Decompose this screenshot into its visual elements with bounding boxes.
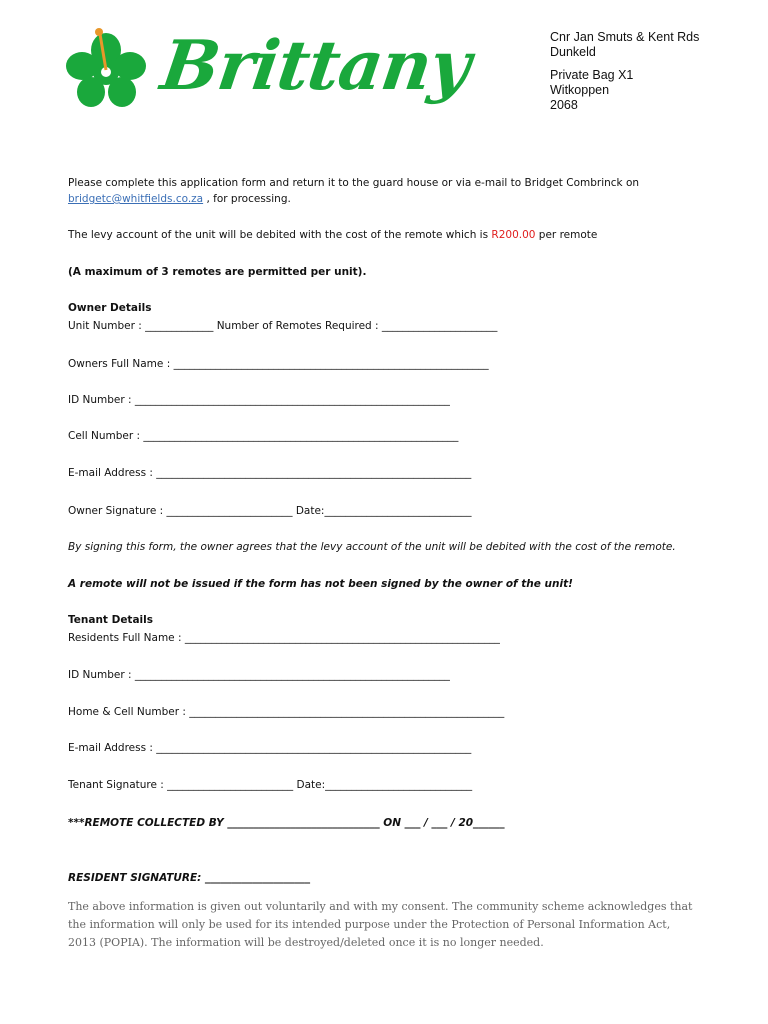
popia-notice: The above information is given out voluntarily and with my consent. The community scheme acknowledges that the information will only be used for its intended purpose under the Protection of Personal Information Act, 2013 (POPIA). The information will be destroyed/deleted once it is no longer needed. — [68, 900, 693, 949]
owner-signature-field[interactable]: Owner Signature : ________________________ Date:____________________________ — [68, 505, 472, 517]
address-line: Witkoppen — [550, 83, 610, 97]
tenant-details-heading: Tenant Details — [68, 614, 153, 626]
address-line: Cnr Jan Smuts & Kent Rds — [550, 30, 700, 44]
tenant-name-field[interactable]: Residents Full Name : ____________________________________________________________ — [68, 632, 500, 644]
tenant-email-field[interactable]: E-mail Address : ____________________________________________________________ — [68, 742, 472, 754]
tenant-signature-field[interactable]: Tenant Signature : ________________________ Date:____________________________ — [68, 779, 473, 791]
remote-collected-field[interactable]: ***REMOTE COLLECTED BY _____________________________ ON ___ / ___ / 20______ — [68, 817, 505, 829]
owner-email-field[interactable]: E-mail Address : ____________________________________________________________ — [68, 467, 472, 479]
hibiscus-flower-icon — [66, 26, 146, 116]
remote-price: R200.00 — [491, 229, 536, 241]
brittany-logo — [66, 24, 475, 116]
tenant-phone-field[interactable]: Home & Cell Number : ____________________________________________________________ — [68, 706, 505, 718]
max-remotes-note: (A maximum of 3 remotes are permitted per unit). — [68, 266, 367, 278]
address-block — [550, 30, 699, 113]
owner-name-field[interactable]: Owners Full Name : ____________________________________________________________ — [68, 358, 489, 370]
brand-wordmark: Brittany — [156, 26, 475, 106]
intro-text: Please complete this application form and return it to the guard house or via e-mail to Bridget Combrinck on — [68, 177, 640, 189]
unit-number-field[interactable]: Unit Number : _____________ Number of Remotes Required : ______________________ — [68, 320, 498, 332]
resident-signature-field[interactable]: RESIDENT SIGNATURE: ____________________ — [68, 872, 311, 884]
owner-consent-note: By signing this form, the owner agrees that the levy account of the unit will be debited with the cost of the remote. — [68, 541, 676, 553]
email-link[interactable]: bridgetc@whitfields.co.za — [68, 193, 204, 205]
owner-id-field[interactable]: ID Number : ____________________________________________________________ — [68, 394, 450, 406]
owner-warning: A remote will not be issued if the form has not been signed by the owner of the unit! — [68, 578, 573, 590]
address-line: Private Bag X1 — [550, 68, 634, 82]
intro-suffix: , for processing. — [203, 193, 291, 205]
levy-text: The levy account of the unit will be debited with the cost of the remote which is R200.00 per remote — [68, 229, 598, 241]
address-line: Dunkeld — [550, 45, 596, 59]
tenant-id-field[interactable]: ID Number : ____________________________________________________________ — [68, 669, 450, 681]
intro-email-line — [68, 191, 291, 207]
owner-cell-field[interactable]: Cell Number : ____________________________________________________________ — [68, 430, 459, 442]
owner-details-heading: Owner Details — [68, 302, 152, 314]
address-line: 2068 — [550, 98, 578, 112]
